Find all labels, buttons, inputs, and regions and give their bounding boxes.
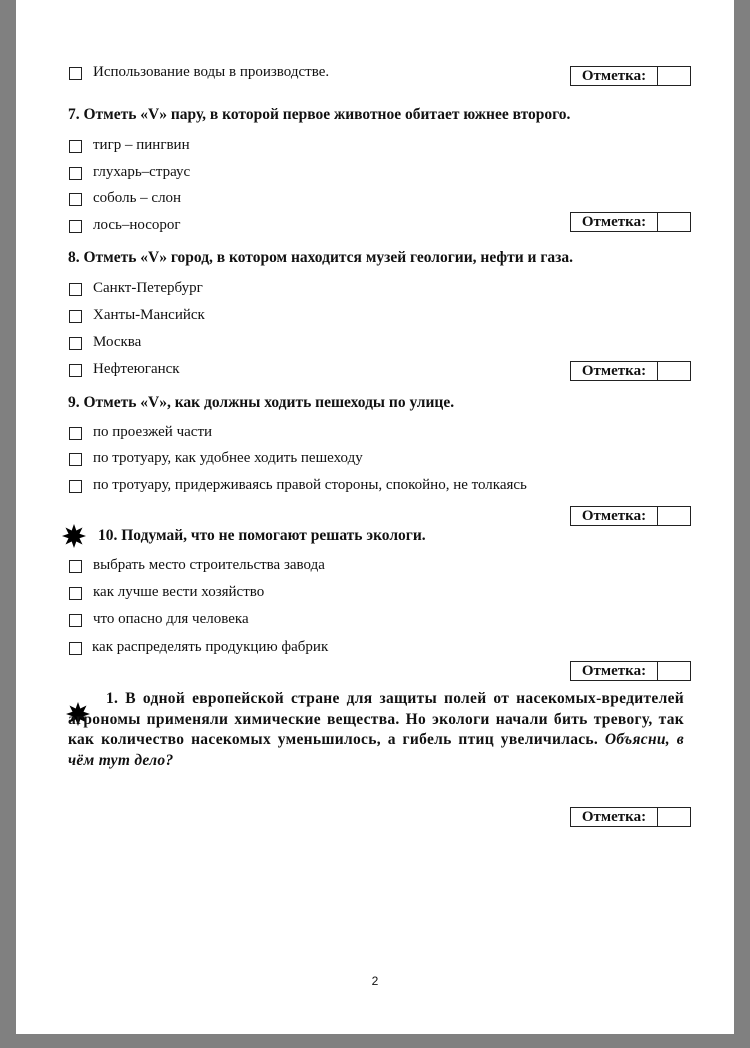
question-7-title: 7. Отметь «V» пару, в которой первое животное обитает южнее второго. xyxy=(68,106,571,123)
grade-label: Отметка: xyxy=(571,662,658,680)
page-number: 2 xyxy=(371,974,379,988)
grade-label: Отметка: xyxy=(571,507,658,525)
checkbox-icon[interactable] xyxy=(69,642,82,655)
checkbox-icon[interactable] xyxy=(69,337,82,350)
checkbox-icon[interactable] xyxy=(69,587,82,600)
grade-label: Отметка: xyxy=(571,808,658,826)
checkbox-icon[interactable] xyxy=(69,220,82,233)
grade-box xyxy=(570,66,691,86)
q10-option: выбрать место строительства завода xyxy=(93,557,325,573)
checkbox-icon[interactable] xyxy=(69,427,82,440)
checkbox-icon[interactable] xyxy=(69,167,82,180)
grade-box xyxy=(570,506,691,526)
q9-option: по тротуару, как удобнее ходить пешеходу xyxy=(93,450,363,466)
question-10-title: 10. Подумай, что не помогают решать экологи. xyxy=(98,527,426,544)
q9-option: по проезжей части xyxy=(93,424,213,440)
option-water-use: Использование воды в производстве. xyxy=(93,64,330,80)
task-1-body: 1. В одной европейской стране для защиты полей от насекомых-вредителей агрономы применяли химические вещества. Но экологи начали бить тревогу, так как количество насекомых уменьшилось, а гибель птиц увеличилась. xyxy=(68,690,684,748)
q8-option: Москва xyxy=(93,334,142,350)
grade-box xyxy=(570,807,691,827)
grade-label: Отметка: xyxy=(571,213,658,231)
task-1-question: Объясни, в чём тут дело? xyxy=(68,731,684,769)
q10-option: как лучше вести хозяйство xyxy=(93,584,265,600)
q7-option: лось–носорог xyxy=(93,217,181,233)
checkbox-icon[interactable] xyxy=(69,614,82,627)
checkbox-icon[interactable] xyxy=(69,560,82,573)
grade-box xyxy=(570,361,691,381)
q8-option: Санкт-Петербург xyxy=(93,280,203,296)
checkbox-icon[interactable] xyxy=(69,67,82,80)
grade-label: Отметка: xyxy=(571,362,658,380)
grade-label: Отметка: xyxy=(571,67,658,85)
grade-field[interactable] xyxy=(658,662,690,680)
starburst-icon xyxy=(62,524,86,548)
checkbox-icon[interactable] xyxy=(69,453,82,466)
grade-box xyxy=(570,661,691,681)
grade-field[interactable] xyxy=(658,213,690,231)
question-9-title: 9. Отметь «V», как должны ходить пешеходы по улице. xyxy=(68,394,455,411)
checkbox-icon[interactable] xyxy=(69,193,82,206)
question-8-title: 8. Отметь «V» город, в котором находится музей геологии, нефти и газа. xyxy=(68,249,573,266)
q10-option: как распределять продукцию фабрик xyxy=(92,639,329,655)
q7-option: глухарь–страус xyxy=(93,164,191,180)
checkbox-icon[interactable] xyxy=(69,364,82,377)
task-1-text xyxy=(68,689,684,771)
q8-option: Нефтеюганск xyxy=(93,361,180,377)
q7-option: тигр – пингвин xyxy=(93,137,190,153)
checkbox-icon[interactable] xyxy=(69,310,82,323)
grade-field[interactable] xyxy=(658,808,690,826)
checkbox-icon[interactable] xyxy=(69,480,82,493)
worksheet-page xyxy=(16,0,734,1034)
grade-field[interactable] xyxy=(658,507,690,525)
grade-field[interactable] xyxy=(658,362,690,380)
q7-option: соболь – слон xyxy=(93,190,182,206)
q9-option: по тротуару, придерживаясь правой стороны, спокойно, не толкаясь xyxy=(93,477,527,493)
checkbox-icon[interactable] xyxy=(69,283,82,296)
grade-box xyxy=(570,212,691,232)
checkbox-icon[interactable] xyxy=(69,140,82,153)
q8-option: Ханты-Мансийск xyxy=(93,307,205,323)
grade-field[interactable] xyxy=(658,67,690,85)
q10-option: что опасно для человека xyxy=(93,611,249,627)
